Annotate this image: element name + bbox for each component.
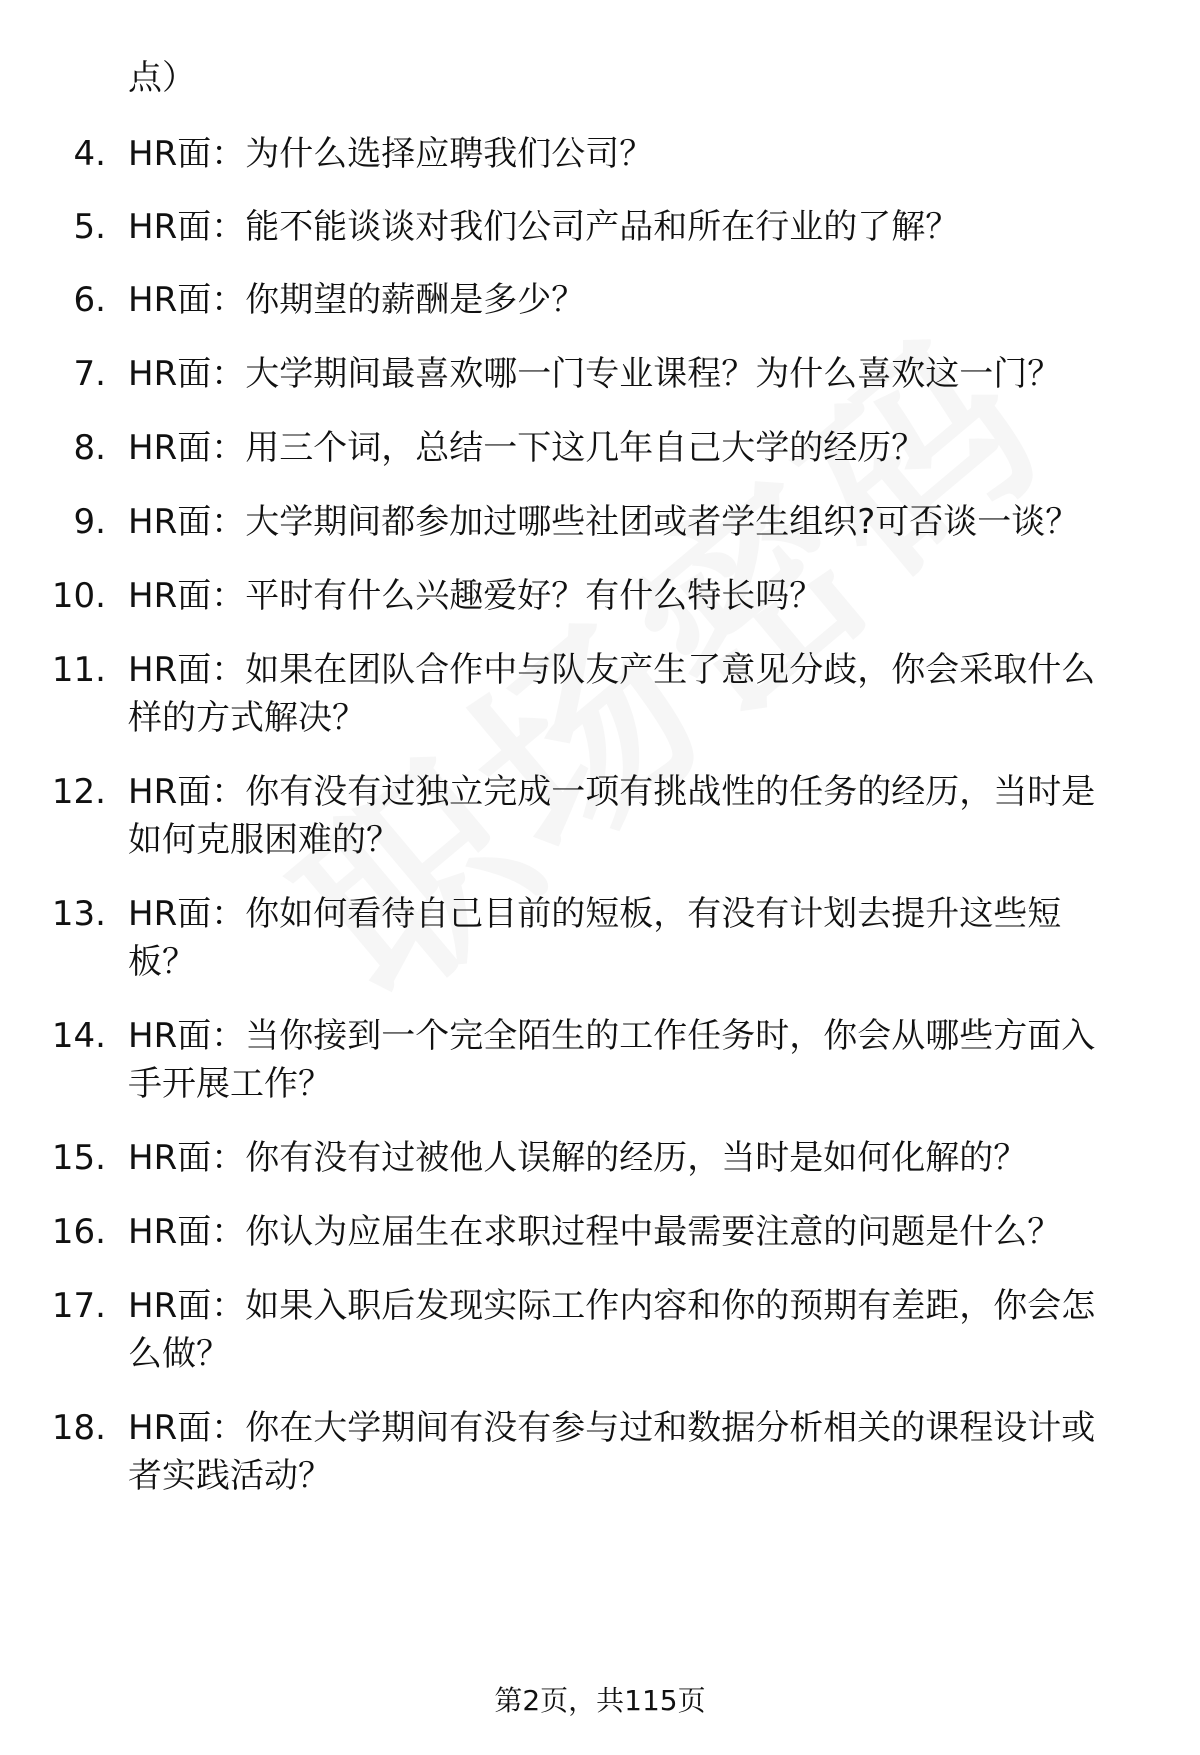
item-text-line-2: 样的方式解决？ — [128, 698, 366, 738]
item-text-line-1: HR面：平时有什么兴趣爱好？有什么特长吗？ — [128, 576, 824, 616]
item-number: 5. — [73, 207, 106, 247]
item-text-line-1: HR面：为什么选择应聘我们公司？ — [128, 134, 654, 174]
item-number: 7. — [73, 354, 106, 394]
item-number: 13. — [51, 894, 106, 934]
item-text-line-2: 者实践活动？ — [128, 1456, 332, 1496]
item-number: 15. — [51, 1138, 106, 1178]
item-text-line-1: HR面：你有没有过独立完成一项有挑战性的任务的经历，当时是 — [128, 772, 1096, 812]
item-text-line-1: HR面：大学期间都参加过哪些社团或者学生组织?可否谈一谈？ — [128, 502, 1080, 542]
item-number: 4. — [73, 134, 106, 174]
item-text-line-1: HR面：你认为应届生在求职过程中最需要注意的问题是什么？ — [128, 1212, 1062, 1252]
page-footer: 第2页，共115页 — [494, 1684, 706, 1717]
item-number: 11. — [51, 650, 106, 690]
item-text-line-1: HR面：大学期间最喜欢哪一门专业课程？为什么喜欢这一门？ — [128, 354, 1062, 394]
item-number: 6. — [73, 280, 106, 320]
item-text-line-1: HR面：你如何看待自己目前的短板，有没有计划去提升这些短 — [128, 894, 1062, 934]
item-number: 14. — [51, 1016, 106, 1056]
item-text-line-1: HR面：当你接到一个完全陌生的工作任务时，你会从哪些方面入 — [128, 1016, 1096, 1056]
continuation-text: 点） — [128, 58, 196, 98]
item-text-line-1: HR面：你期望的薪酬是多少？ — [128, 280, 586, 320]
item-number: 16. — [51, 1212, 106, 1252]
item-number: 9. — [73, 502, 106, 542]
item-text-line-1: HR面：你有没有过被他人误解的经历，当时是如何化解的？ — [128, 1138, 1028, 1178]
item-text-line-1: HR面：如果入职后发现实际工作内容和你的预期有差距，你会怎 — [128, 1286, 1096, 1326]
item-text-line-1: HR面：能不能谈谈对我们公司产品和所在行业的了解？ — [128, 207, 960, 247]
item-number: 10. — [51, 576, 106, 616]
item-number: 8. — [73, 428, 106, 468]
item-text-line-1: HR面：你在大学期间有没有参与过和数据分析相关的课程设计或 — [128, 1408, 1096, 1448]
item-text-line-2: 板？ — [128, 942, 196, 982]
item-text-line-2: 么做？ — [128, 1334, 230, 1374]
item-number: 18. — [51, 1408, 106, 1448]
item-text-line-1: HR面：用三个词，总结一下这几年自己大学的经历？ — [128, 428, 926, 468]
item-text-line-2: 手开展工作？ — [128, 1064, 332, 1104]
item-number: 17. — [51, 1286, 106, 1326]
item-text-line-2: 如何克服困难的？ — [128, 820, 400, 860]
item-text-line-1: HR面：如果在团队合作中与队友产生了意见分歧，你会采取什么 — [128, 650, 1096, 690]
item-number: 12. — [51, 772, 106, 812]
